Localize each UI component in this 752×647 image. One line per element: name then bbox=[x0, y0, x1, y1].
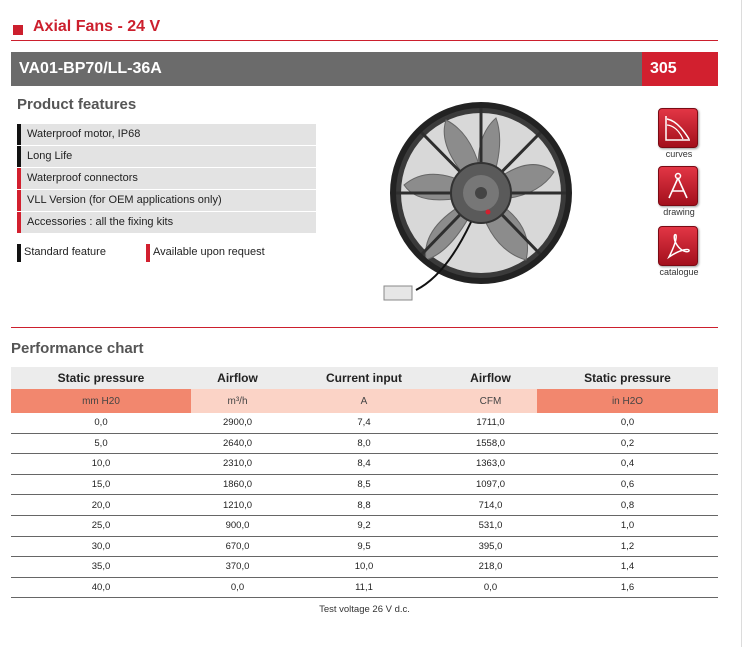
curves-label: curves bbox=[665, 149, 693, 159]
table-cell: 7,4 bbox=[284, 413, 444, 433]
table-row bbox=[11, 433, 718, 454]
feature-label: VLL Version (for OEM applications only) bbox=[27, 194, 222, 206]
legend-standard-label: Standard feature bbox=[24, 246, 106, 258]
table-cell: 25,0 bbox=[11, 515, 191, 536]
table-row bbox=[11, 474, 718, 495]
table-body bbox=[11, 413, 718, 598]
table-cell: 9,5 bbox=[284, 536, 444, 557]
feature-item bbox=[17, 124, 316, 145]
table-cell: 0,6 bbox=[537, 474, 718, 495]
scrollbar[interactable] bbox=[741, 0, 742, 647]
table-cell: 1,4 bbox=[537, 557, 718, 578]
table-cell: 2900,0 bbox=[191, 413, 284, 433]
pdf-icon bbox=[663, 231, 693, 261]
table-cell: 0,0 bbox=[444, 577, 537, 598]
feature-label: Waterproof connectors bbox=[27, 172, 138, 184]
section-divider bbox=[11, 327, 718, 328]
curves-button[interactable] bbox=[658, 108, 700, 159]
table-cell: 218,0 bbox=[444, 557, 537, 578]
table-row bbox=[11, 577, 718, 598]
test-voltage-note: Test voltage 26 V d.c. bbox=[319, 604, 410, 615]
drawing-button[interactable] bbox=[658, 166, 700, 217]
table-cell: 9,2 bbox=[284, 515, 444, 536]
table-cell: 5,0 bbox=[11, 433, 191, 454]
table-cell: 370,0 bbox=[191, 557, 284, 578]
table-cell: 0,0 bbox=[191, 577, 284, 598]
header-square-icon bbox=[13, 25, 23, 35]
feature-item bbox=[17, 212, 316, 233]
drawing-label: drawing bbox=[663, 207, 695, 217]
features-list bbox=[17, 124, 316, 234]
column-header: Airflow bbox=[444, 367, 537, 389]
column-header: Airflow bbox=[191, 367, 284, 389]
table-cell: 8,8 bbox=[284, 495, 444, 516]
table-cell: 1711,0 bbox=[444, 413, 537, 433]
table-units-row bbox=[11, 389, 718, 413]
model-number-badge bbox=[642, 52, 718, 86]
feature-label: Waterproof motor, IP68 bbox=[27, 128, 141, 140]
table-cell: 35,0 bbox=[11, 557, 191, 578]
column-header: Static pressure bbox=[537, 367, 718, 389]
table-cell: 1,6 bbox=[537, 577, 718, 598]
performance-chart-title: Performance chart bbox=[11, 340, 144, 357]
table-cell: 20,0 bbox=[11, 495, 191, 516]
page-title: Axial Fans - 24 V bbox=[33, 18, 161, 35]
column-unit: A bbox=[284, 389, 444, 413]
table-cell: 15,0 bbox=[11, 474, 191, 495]
table-cell: 531,0 bbox=[444, 515, 537, 536]
table-row bbox=[11, 454, 718, 475]
curves-icon bbox=[663, 113, 693, 143]
model-number: 305 bbox=[650, 60, 677, 77]
table-cell: 0,0 bbox=[537, 413, 718, 433]
table-cell: 1860,0 bbox=[191, 474, 284, 495]
column-unit: mm H20 bbox=[11, 389, 191, 413]
column-unit: in H2O bbox=[537, 389, 718, 413]
feature-item bbox=[17, 146, 316, 167]
table-cell: 30,0 bbox=[11, 536, 191, 557]
table-cell: 8,4 bbox=[284, 454, 444, 475]
column-header: Static pressure bbox=[11, 367, 191, 389]
feature-label: Long Life bbox=[27, 150, 73, 162]
fan-image bbox=[376, 100, 576, 310]
table-cell: 1363,0 bbox=[444, 454, 537, 475]
table-cell: 0,2 bbox=[537, 433, 718, 454]
table-cell: 900,0 bbox=[191, 515, 284, 536]
table-row bbox=[11, 536, 718, 557]
table-cell: 2640,0 bbox=[191, 433, 284, 454]
model-name: VA01-BP70/LL-36A bbox=[19, 60, 162, 77]
table-cell: 40,0 bbox=[11, 577, 191, 598]
table-header-row bbox=[11, 367, 718, 389]
table-cell: 670,0 bbox=[191, 536, 284, 557]
table-cell: 1097,0 bbox=[444, 474, 537, 495]
table-row bbox=[11, 413, 718, 433]
model-bar bbox=[11, 52, 642, 86]
performance-table bbox=[11, 367, 718, 598]
legend-request-label: Available upon request bbox=[153, 246, 265, 258]
table-cell: 1,2 bbox=[537, 536, 718, 557]
table-cell: 11,1 bbox=[284, 577, 444, 598]
catalogue-label: catalogue bbox=[659, 267, 699, 277]
column-header: Current input bbox=[284, 367, 444, 389]
column-unit: m³/h bbox=[191, 389, 284, 413]
table-row bbox=[11, 495, 718, 516]
legend-standard-marker bbox=[17, 244, 21, 262]
table-cell: 1,0 bbox=[537, 515, 718, 536]
table-cell: 395,0 bbox=[444, 536, 537, 557]
table-cell: 10,0 bbox=[284, 557, 444, 578]
feature-item bbox=[17, 190, 316, 211]
legend-request-marker bbox=[146, 244, 150, 262]
table-cell: 8,0 bbox=[284, 433, 444, 454]
table-row bbox=[11, 515, 718, 536]
table-cell: 0,8 bbox=[537, 495, 718, 516]
section-header bbox=[11, 18, 718, 41]
table-cell: 0,0 bbox=[11, 413, 191, 433]
table-cell: 0,4 bbox=[537, 454, 718, 475]
table-cell: 8,5 bbox=[284, 474, 444, 495]
table-cell: 1210,0 bbox=[191, 495, 284, 516]
catalogue-button[interactable] bbox=[658, 226, 700, 277]
table-cell: 2310,0 bbox=[191, 454, 284, 475]
fan-icon bbox=[376, 100, 576, 310]
table-cell: 714,0 bbox=[444, 495, 537, 516]
compass-icon bbox=[663, 171, 693, 201]
product-features-title: Product features bbox=[17, 96, 137, 113]
table-cell: 10,0 bbox=[11, 454, 191, 475]
column-unit: CFM bbox=[444, 389, 537, 413]
table-row bbox=[11, 557, 718, 578]
feature-item bbox=[17, 168, 316, 189]
table-cell: 1558,0 bbox=[444, 433, 537, 454]
drawing-button-box[interactable] bbox=[658, 166, 698, 206]
curves-button-box[interactable] bbox=[658, 108, 698, 148]
catalogue-button-box[interactable] bbox=[658, 226, 698, 266]
feature-label: Accessories : all the fixing kits bbox=[27, 216, 174, 228]
